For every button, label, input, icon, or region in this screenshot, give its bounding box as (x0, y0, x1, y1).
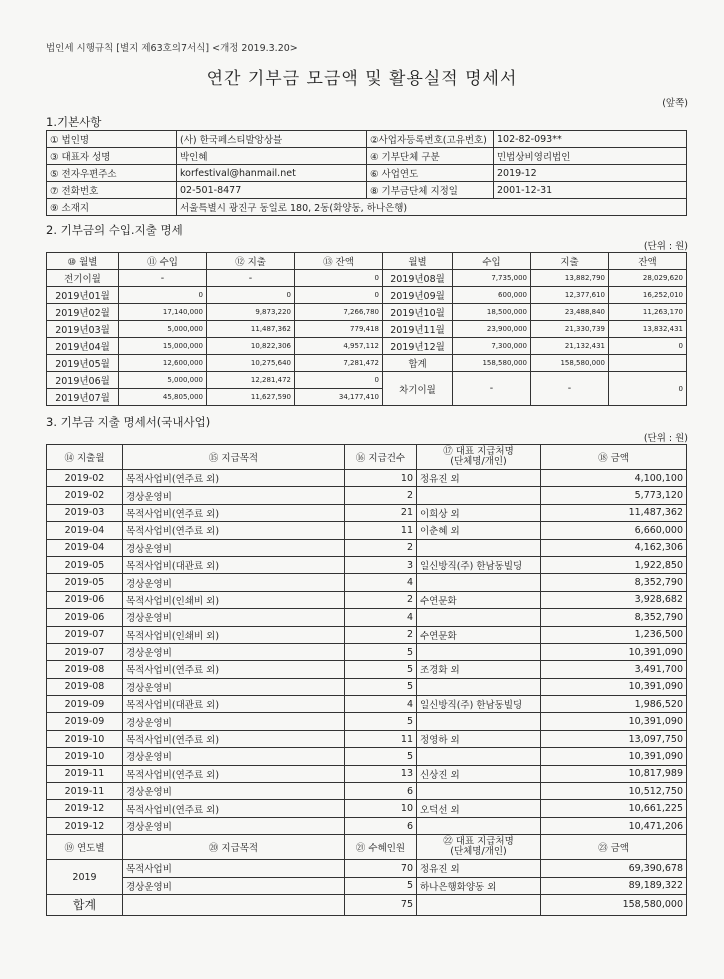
month-cell: 2019년07월 (47, 389, 119, 406)
purpose-cell: 목적사업비(연주료 외) (123, 730, 345, 747)
column-header (417, 835, 541, 860)
column-header: ⑪ 수입 (119, 253, 207, 270)
column-header: ⑭ 지출월 (47, 445, 123, 470)
month-cell: 2019년02월 (47, 304, 119, 321)
count-cell: 11 (345, 522, 417, 539)
expense-cell: 12,377,610 (531, 287, 609, 304)
expense-cell: 12,281,472 (207, 372, 295, 389)
header-line: (단체명/개인) (450, 846, 507, 858)
monthly-row (47, 372, 687, 389)
amount-cell: 10,817,989 (541, 765, 687, 782)
info-label: ②사업자등록번호(고유번호) (367, 131, 494, 148)
header-line: (단체명/개인) (450, 456, 507, 467)
section1-title: 1.기본사항 (46, 115, 102, 129)
column-header: ㉓ 금액 (541, 835, 687, 860)
month-cell: 2019-11 (47, 783, 123, 800)
expense-row (47, 539, 687, 556)
balance-cell: 11,263,170 (609, 304, 687, 321)
section3-unit: (단위 : 원) (643, 433, 688, 444)
purpose-cell: 목적사업비(연주료 외) (123, 522, 345, 539)
month-cell: 2019년08월 (383, 270, 453, 287)
month-cell: 2019년04월 (47, 338, 119, 355)
income-cell: 12,600,000 (119, 355, 207, 372)
column-header: 수입 (453, 253, 531, 270)
month-cell: 2019-10 (47, 730, 123, 747)
address-value: 서울특별시 광진구 동일로 180, 2동(화양동, 하나은행) (177, 199, 687, 216)
monthly-row (47, 321, 687, 338)
month-cell: 2019-10 (47, 748, 123, 765)
payee-cell: 이춘혜 외 (417, 522, 541, 539)
address-label: ⑨ 소재지 (47, 199, 177, 216)
count-cell: 5 (345, 877, 417, 894)
month-cell: 2019-03 (47, 504, 123, 521)
expense-cell: 10,822,306 (207, 338, 295, 355)
amount-cell: 4,100,100 (541, 470, 687, 487)
expense-row (47, 504, 687, 521)
month-cell: 2019-02 (47, 470, 123, 487)
count-cell: 3 (345, 556, 417, 573)
payee-cell (417, 609, 541, 626)
purpose-cell: 경상운영비 (123, 609, 345, 626)
expense-row (47, 696, 687, 713)
payee-cell: 이희상 외 (417, 504, 541, 521)
amount-cell: 13,097,750 (541, 730, 687, 747)
info-value: (사) 한국페스티발앙상블 (177, 131, 367, 148)
income-cell: 5,000,000 (119, 372, 207, 389)
count-cell: 5 (345, 661, 417, 678)
info-value: 02-501-8477 (177, 182, 367, 199)
expense-row (47, 487, 687, 504)
month-cell: 2019-07 (47, 626, 123, 643)
info-value: 102-82-093** (494, 131, 687, 148)
amount-cell: 10,391,090 (541, 643, 687, 660)
purpose-cell: 경상운영비 (123, 748, 345, 765)
balance-cell: 0 (609, 338, 687, 355)
summary-row (47, 860, 687, 877)
count-cell: 4 (345, 696, 417, 713)
info-label: ⑦ 전화번호 (47, 182, 177, 199)
purpose-cell: 목적사업비(인쇄비 외) (123, 626, 345, 643)
month-cell: 2019-12 (47, 800, 123, 817)
month-cell: 2019년03월 (47, 321, 119, 338)
balance-cell: 7,266,780 (295, 304, 383, 321)
expense-row (47, 522, 687, 539)
month-cell: 2019-08 (47, 678, 123, 695)
amount-cell: 69,390,678 (541, 860, 687, 877)
count-cell: 21 (345, 504, 417, 521)
expense-row (47, 643, 687, 660)
payee-cell (417, 574, 541, 591)
summary-header-row (47, 835, 687, 860)
monthly-row (47, 304, 687, 321)
count-cell: 4 (345, 574, 417, 591)
month-cell: 2019-04 (47, 522, 123, 539)
amount-cell: 4,162,306 (541, 539, 687, 556)
income-cell: 15,000,000 (119, 338, 207, 355)
count-cell: 2 (345, 591, 417, 608)
expense-cell: 10,275,640 (207, 355, 295, 372)
page-side-label: (앞쪽) (662, 98, 688, 109)
amount-cell: 1,236,500 (541, 626, 687, 643)
month-cell: 2019년11월 (383, 321, 453, 338)
count-cell: 4 (345, 609, 417, 626)
balance-cell: 779,418 (295, 321, 383, 338)
column-header: ⑩ 월별 (47, 253, 119, 270)
total-label: 합계 (47, 894, 123, 915)
expense-cell: 11,487,362 (207, 321, 295, 338)
expense-cell: 0 (207, 287, 295, 304)
balance-cell: 13,832,431 (609, 321, 687, 338)
purpose-cell: 경상운영비 (123, 877, 345, 894)
monthly-row (47, 338, 687, 355)
purpose-cell: 경상운영비 (123, 574, 345, 591)
purpose-cell: 목적사업비(연주료 외) (123, 504, 345, 521)
count-cell: 5 (345, 678, 417, 695)
purpose-cell: 경상운영비 (123, 817, 345, 834)
purpose-cell: 경상운영비 (123, 713, 345, 730)
info-label: ③ 대표자 성명 (47, 148, 177, 165)
count-cell: 2 (345, 539, 417, 556)
payee-cell: 수연문화 (417, 591, 541, 608)
month-cell: 2019-05 (47, 556, 123, 573)
payee-cell (417, 713, 541, 730)
month-cell: 2019-11 (47, 765, 123, 782)
payee-cell: 일신방직(주) 한남동빌딩 (417, 696, 541, 713)
year-cell: 2019 (47, 860, 123, 895)
amount-cell: 10,661,225 (541, 800, 687, 817)
count-cell: 2 (345, 487, 417, 504)
column-header: 잔액 (609, 253, 687, 270)
header-row (47, 253, 687, 270)
payee-cell: 조경화 외 (417, 661, 541, 678)
payee-cell: 정유진 외 (417, 470, 541, 487)
balance-cell: 34,177,410 (295, 389, 383, 406)
payee-cell: 일신방직(주) 한남동빌딩 (417, 556, 541, 573)
total-amount: 158,580,000 (541, 894, 687, 915)
form-reference: 법인세 시행규칙 [별지 제63호의7서식] <개정 2019.3.20> (46, 43, 298, 54)
month-cell: 2019년01월 (47, 287, 119, 304)
income-cell: 600,000 (453, 287, 531, 304)
expense-cell: - (207, 270, 295, 287)
info-value: 민법상비영리법인 (494, 148, 687, 165)
section3-title: 3. 기부금 지출 명세서(국내사업) (46, 415, 211, 429)
expense-row (47, 730, 687, 747)
info-label: ⑥ 사업연도 (367, 165, 494, 182)
purpose-cell: 목적사업비(대관료 외) (123, 696, 345, 713)
balance-cell: 0 (295, 372, 383, 389)
monthly-row (47, 287, 687, 304)
purpose-cell: 목적사업비(연주료 외) (123, 470, 345, 487)
income-cell: 5,000,000 (119, 321, 207, 338)
amount-cell: 11,487,362 (541, 504, 687, 521)
count-cell: 2 (345, 626, 417, 643)
month-cell: 2019-06 (47, 591, 123, 608)
expense-row (47, 800, 687, 817)
column-header: ⑫ 지출 (207, 253, 295, 270)
expense-row (47, 591, 687, 608)
purpose-cell: 목적사업비(연주료 외) (123, 800, 345, 817)
amount-cell: 3,491,700 (541, 661, 687, 678)
month-cell: 2019-09 (47, 696, 123, 713)
income-cell: 23,900,000 (453, 321, 531, 338)
carry-expense: - (531, 372, 609, 406)
amount-cell: 1,986,520 (541, 696, 687, 713)
payee-cell (417, 487, 541, 504)
expense-row (47, 678, 687, 695)
basic-info-table (46, 130, 687, 216)
balance-cell: 28,029,620 (609, 270, 687, 287)
info-label: ⑧ 기부금단체 지정일 (367, 182, 494, 199)
balance-cell (609, 355, 687, 372)
column-header: ⑳ 지급목적 (123, 835, 345, 860)
payee-cell (417, 539, 541, 556)
month-cell: 2019-09 (47, 713, 123, 730)
month-cell: 2019년05월 (47, 355, 119, 372)
purpose-cell: 목적사업비(인쇄비 외) (123, 591, 345, 608)
expense-row (47, 765, 687, 782)
purpose-cell: 목적사업비(연주료 외) (123, 661, 345, 678)
month-cell: 2019-08 (47, 661, 123, 678)
column-header: 월별 (383, 253, 453, 270)
column-header: ⑮ 지급목적 (123, 445, 345, 470)
count-cell: 5 (345, 643, 417, 660)
info-value: 2001-12-31 (494, 182, 687, 199)
column-header: ⑬ 잔액 (295, 253, 383, 270)
payee-cell (417, 783, 541, 800)
monthly-row (47, 355, 687, 372)
month-cell: 2019-05 (47, 574, 123, 591)
count-cell: 10 (345, 470, 417, 487)
purpose-cell: 경상운영비 (123, 487, 345, 504)
amount-cell: 8,352,790 (541, 574, 687, 591)
purpose-cell: 목적사업비(대관료 외) (123, 556, 345, 573)
expense-row (47, 574, 687, 591)
count-cell: 6 (345, 817, 417, 834)
section2-unit: (단위 : 원) (643, 241, 688, 252)
payee-cell: 신상진 외 (417, 765, 541, 782)
expense-cell: 158,580,000 (531, 355, 609, 372)
amount-cell: 1,922,850 (541, 556, 687, 573)
purpose-cell: 목적사업비(연주료 외) (123, 765, 345, 782)
header-line: ⑰ 대표 지급처명 (443, 446, 514, 457)
info-value: 박인혜 (177, 148, 367, 165)
amount-cell: 3,928,682 (541, 591, 687, 608)
expense-cell: 21,330,739 (531, 321, 609, 338)
expense-row (47, 713, 687, 730)
expense-row (47, 783, 687, 800)
header-line: ㉒ 대표 지급처명 (443, 836, 514, 848)
column-header: ⑯ 지급건수 (345, 445, 417, 470)
expense-cell: 11,627,590 (207, 389, 295, 406)
info-row (47, 182, 687, 199)
income-cell: 18,500,000 (453, 304, 531, 321)
purpose-cell: 경상운영비 (123, 539, 345, 556)
income-expense-table (46, 252, 687, 406)
empty-cell (123, 894, 345, 915)
expense-row (47, 661, 687, 678)
month-cell: 2019년06월 (47, 372, 119, 389)
payee-cell: 정유진 외 (417, 860, 541, 877)
total-row (47, 894, 687, 915)
payee-cell: 정영하 외 (417, 730, 541, 747)
column-header: ㉑ 수혜인원 (345, 835, 417, 860)
income-cell: 158,580,000 (453, 355, 531, 372)
payee-cell (417, 643, 541, 660)
address-row (47, 199, 687, 216)
info-row (47, 131, 687, 148)
count-cell: 5 (345, 748, 417, 765)
section2-title: 2. 기부금의 수입.지출 명세 (46, 223, 183, 237)
count-cell: 5 (345, 713, 417, 730)
total-count: 75 (345, 894, 417, 915)
income-cell: 7,735,000 (453, 270, 531, 287)
count-cell: 13 (345, 765, 417, 782)
carry-label: 차기이월 (383, 372, 453, 406)
month-cell: 2019-02 (47, 487, 123, 504)
expense-row (47, 556, 687, 573)
amount-cell: 10,391,090 (541, 678, 687, 695)
count-cell: 11 (345, 730, 417, 747)
month-cell: 2019-04 (47, 539, 123, 556)
month-cell: 2019년12월 (383, 338, 453, 355)
amount-cell: 8,352,790 (541, 609, 687, 626)
info-value: korfestival@hanmail.net (177, 165, 367, 182)
amount-cell: 5,773,120 (541, 487, 687, 504)
balance-cell: 4,957,112 (295, 338, 383, 355)
balance-cell: 0 (295, 287, 383, 304)
payee-cell: 하나은행화양동 외 (417, 877, 541, 894)
month-cell: 2019-06 (47, 609, 123, 626)
header-row (47, 445, 687, 470)
expense-row (47, 470, 687, 487)
purpose-cell: 목적사업비 (123, 860, 345, 877)
amount-cell: 89,189,322 (541, 877, 687, 894)
count-cell: 10 (345, 800, 417, 817)
purpose-cell: 경상운영비 (123, 678, 345, 695)
income-cell: - (119, 270, 207, 287)
column-header: ⑱ 금액 (541, 445, 687, 470)
column-header: ⑲ 연도별 (47, 835, 123, 860)
document-title: 연간 기부금 모금액 및 활용실적 명세서 (206, 69, 518, 89)
column-header (417, 445, 541, 470)
expense-cell: 13,882,790 (531, 270, 609, 287)
empty-cell (417, 894, 541, 915)
payee-cell: 수연문화 (417, 626, 541, 643)
carry-income: - (453, 372, 531, 406)
expense-row (47, 817, 687, 834)
expense-cell: 21,132,431 (531, 338, 609, 355)
month-cell: 2019년10월 (383, 304, 453, 321)
summary-row (47, 877, 687, 894)
info-label: ④ 기부단체 구분 (367, 148, 494, 165)
payee-cell (417, 748, 541, 765)
info-value: 2019-12 (494, 165, 687, 182)
info-label: ① 법인명 (47, 131, 177, 148)
month-cell: 2019-07 (47, 643, 123, 660)
expense-row (47, 609, 687, 626)
expense-cell: 9,873,220 (207, 304, 295, 321)
expense-cell: 23,488,840 (531, 304, 609, 321)
carry-balance: 0 (609, 372, 687, 406)
month-cell: 2019-12 (47, 817, 123, 834)
balance-cell: 16,252,010 (609, 287, 687, 304)
column-header: 지출 (531, 253, 609, 270)
info-row (47, 148, 687, 165)
payee-cell (417, 678, 541, 695)
month-cell: 2019년09월 (383, 287, 453, 304)
income-cell: 45,805,000 (119, 389, 207, 406)
info-label: ⑤ 전자우편주소 (47, 165, 177, 182)
amount-cell: 10,391,090 (541, 748, 687, 765)
balance-cell: 0 (295, 270, 383, 287)
expense-row (47, 748, 687, 765)
expense-row (47, 626, 687, 643)
balance-cell: 7,281,472 (295, 355, 383, 372)
payee-cell: 오덕선 외 (417, 800, 541, 817)
income-cell: 7,300,000 (453, 338, 531, 355)
income-cell: 17,140,000 (119, 304, 207, 321)
payee-cell (417, 817, 541, 834)
month-cell: 합계 (383, 355, 453, 372)
income-cell: 0 (119, 287, 207, 304)
purpose-cell: 경상운영비 (123, 643, 345, 660)
info-row (47, 165, 687, 182)
expense-detail-table (46, 444, 687, 916)
monthly-row (47, 270, 687, 287)
purpose-cell: 경상운영비 (123, 783, 345, 800)
count-cell: 70 (345, 860, 417, 877)
count-cell: 6 (345, 783, 417, 800)
amount-cell: 10,512,750 (541, 783, 687, 800)
amount-cell: 10,391,090 (541, 713, 687, 730)
month-cell: 전기이월 (47, 270, 119, 287)
amount-cell: 10,471,206 (541, 817, 687, 834)
amount-cell: 6,660,000 (541, 522, 687, 539)
